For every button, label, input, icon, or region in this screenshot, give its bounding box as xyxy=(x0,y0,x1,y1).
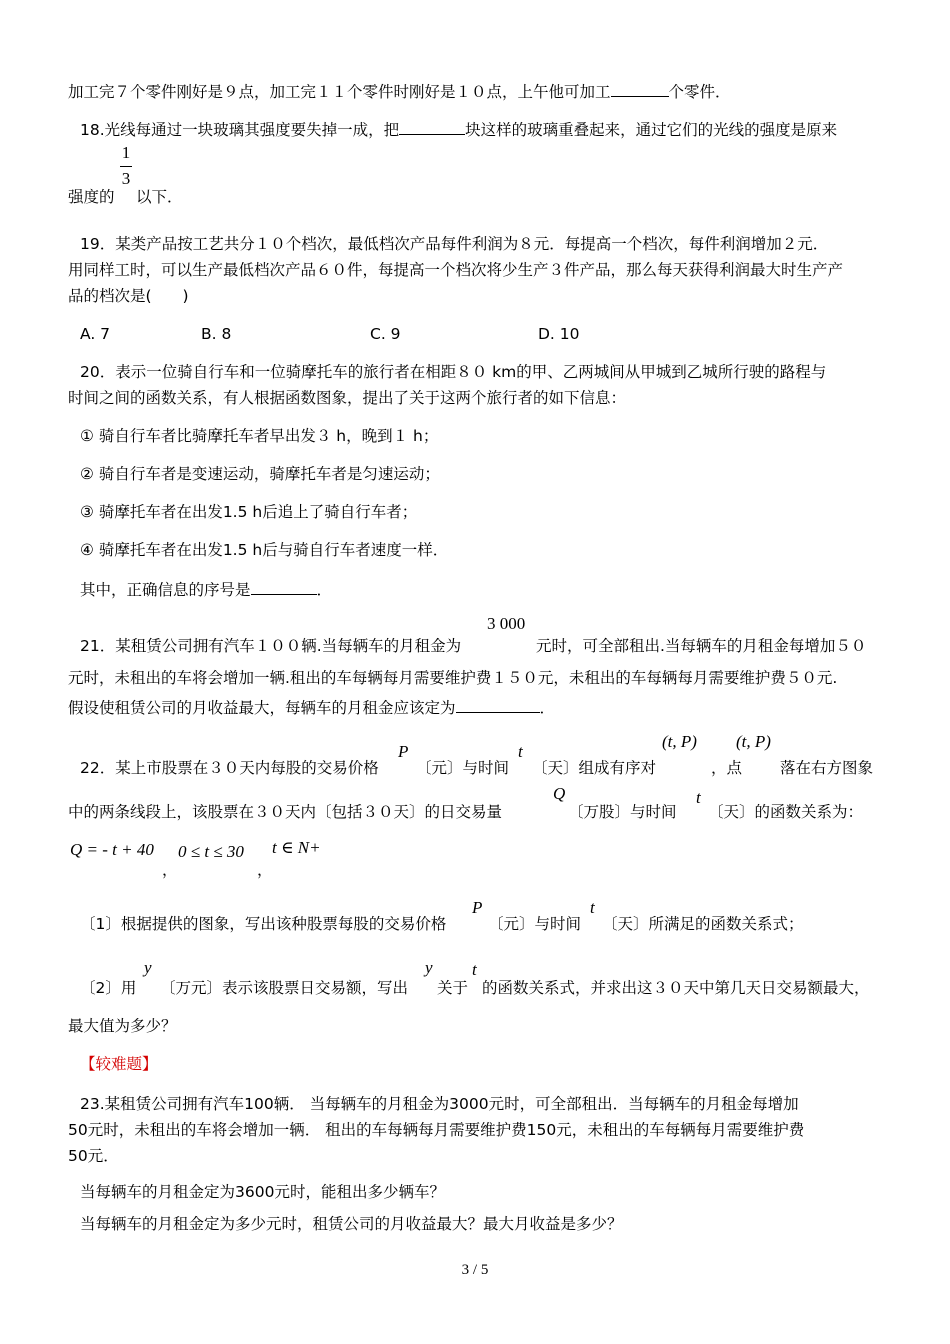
page-number: 3 / 5 xyxy=(461,1262,489,1278)
q22-math-t4: t xyxy=(472,960,477,979)
q23-sub1: 当每辆车的月租金定为3600元时，能租出多少辆车？ xyxy=(80,1183,445,1201)
q20-item-4: ④ 骑摩托车者在出发1.5 h后与骑自行车者速度一样． xyxy=(80,541,449,559)
q22-sub1c: 〔天〕所满足的函数关系式； xyxy=(602,915,804,933)
q23-line2: 50元时，未租出的车将会增加一辆． 租出的车每辆每月需要维护费150元，未租出的车每辆每月需要维护费 xyxy=(68,1121,805,1139)
q22-math-P3: P xyxy=(472,898,483,917)
q22-eq1: Q = - t + 40 xyxy=(70,840,154,859)
q22-sub2c: 关于 xyxy=(437,979,469,997)
q20-line2: 时间之间的函数关系，有人根据函数图象，提出了关于这两个旅行者的如下信息： xyxy=(68,389,627,407)
q19-option-c[interactable]: C. 9 xyxy=(370,325,401,343)
q20-item-2: ② 骑自行车者是变速运动，骑摩托车者是匀速运动； xyxy=(80,465,440,483)
q20-item-1: ① 骑自行车者比骑摩托车者早出发３ h，晚到１ h； xyxy=(80,427,439,445)
section-heading: 【较难题】 xyxy=(80,1055,158,1073)
q21-math: 3 000 xyxy=(487,614,526,633)
q17-line xyxy=(68,80,731,102)
q22-comma2: ， xyxy=(257,861,273,879)
q19-option-d[interactable]: D. 10 xyxy=(538,325,580,343)
q22-sub2e: 最大值为多少？ xyxy=(68,1017,177,1035)
q18-blank[interactable] xyxy=(399,118,465,135)
q21-line2: 元时，未租出的车将会增加一辆.租出的车每辆每月需要维护费１５０元，未租出的车每辆每月需要维护费５０元. xyxy=(68,669,838,687)
q19-option-b[interactable]: B. 8 xyxy=(201,325,232,343)
q18-line2b: 以下． xyxy=(136,188,183,206)
q20-tail-text: 其中，正确信息的序号是 xyxy=(80,581,251,599)
q22-comma1: ， xyxy=(162,861,178,879)
q22-math-t2: t xyxy=(696,788,701,807)
q22-line1b: 〔元〕与时间 xyxy=(416,759,510,777)
q18-frac-den: 3 xyxy=(121,169,131,188)
q17-text-end: 个零件． xyxy=(668,83,731,101)
q22-sub2a: 〔2〕用 xyxy=(80,979,137,997)
q21-line3 xyxy=(68,696,555,718)
q22-math-tP2: (t, P) xyxy=(736,732,771,751)
q19-line2: 用同样工时，可以生产最低档次产品６０件，每提高一个档次将少生产３件产品，那么每天获得利润最大时生产产 xyxy=(68,261,844,279)
q22-line1c: 〔天〕组成有序对 xyxy=(532,759,657,777)
q22-sub1a: 〔1〕根据提供的图象，写出该种股票每股的交易价格 xyxy=(80,915,447,933)
q22-math-t: t xyxy=(518,742,523,761)
q22-math-Q: Q xyxy=(553,784,566,803)
q18-line1 xyxy=(80,118,837,140)
q22-line2b: 〔万股〕与时间 xyxy=(568,803,677,821)
q22-math-y1: y xyxy=(144,958,152,977)
q23-line1: 23.某租赁公司拥有汽车100辆． 当每辆车的月租金为3000元时，可全部租出．当每辆车的月租金每增加 xyxy=(80,1095,799,1113)
q22-sub2d: 的函数关系式，并求出这３０天中第几天日交易额最大， xyxy=(482,979,870,997)
q21-line1a: 21．某租赁公司拥有汽车１００辆.当每辆车的月租金为 xyxy=(80,637,462,655)
q22-math-tP1: (t, P) xyxy=(662,732,697,751)
q22-line1d: ，点 xyxy=(711,759,743,777)
q22-math-t3: t xyxy=(590,898,595,917)
q22-line2a: 中的两条线段上，该股票在３０天内〔包括３０天〕的日交易量 xyxy=(68,803,503,821)
q22-sub1b: 〔元〕与时间 xyxy=(488,915,582,933)
q18-line2a: 强度的 xyxy=(68,188,115,206)
q18-frac-num: 1 xyxy=(121,143,131,162)
q20-line1: 20．表示一位骑自行车和一位骑摩托车的旅行者在相距８０ km的甲、乙两城间从甲城到乙城所行驶的路程与 xyxy=(80,363,827,381)
q21-line3-text: 假设使租赁公司的月收益最大，每辆车的月租金应该定为 xyxy=(68,699,456,717)
q17-blank[interactable] xyxy=(611,80,669,97)
q22-line1a: 22．某上市股票在３０天内每股的交易价格 xyxy=(80,759,379,777)
q22-line2c: 〔天〕的函数关系为： xyxy=(708,803,864,821)
q18-text: 18.光线每通过一块玻璃其强度要失掉一成，把 xyxy=(80,121,400,139)
q19-option-a[interactable]: A. 7 xyxy=(80,325,111,343)
q22-line1e: 落在右方图象 xyxy=(780,759,874,777)
q18-text-b: 块这样的玻璃重叠起来，通过它们的光线的强度是原来 xyxy=(465,121,838,139)
q20-blank[interactable] xyxy=(251,578,317,595)
q19-line3: 品的档次是( ) xyxy=(68,287,189,305)
q19-line1: 19．某类产品按工艺共分１０个档次，最低档次产品每件利润为８元．每提高一个档次，每件利润增加２元． xyxy=(80,235,829,253)
q23-line3: 50元． xyxy=(68,1147,119,1165)
q21-line1b: 元时，可全部租出.当每辆车的月租金每增加５０ xyxy=(536,637,867,655)
q22-sub2b: 〔万元〕表示该股票日交易额，写出 xyxy=(160,979,409,997)
q22-math-P: P xyxy=(398,742,409,761)
q21-blank[interactable] xyxy=(456,696,540,713)
q20-tail-end: ． xyxy=(316,581,333,599)
q22-eq2: 0 ≤ t ≤ 30 xyxy=(178,842,244,861)
q20-item-3: ③ 骑摩托车者在出发1.5 h后追上了骑自行车者； xyxy=(80,503,418,521)
q21-line3-end: ． xyxy=(539,699,556,717)
q23-sub2: 当每辆车的月租金定为多少元时，租赁公司的月收益最大？最大月收益是多少？ xyxy=(80,1215,623,1233)
q17-text: 加工完７个零件刚好是９点，加工完１１个零件时刚好是１０点，上午他可加工 xyxy=(68,83,611,101)
q22-math-y2: y xyxy=(425,958,433,977)
q20-tail xyxy=(80,578,332,600)
q18-frac-bar xyxy=(120,166,132,167)
q22-eq3: t ∈ N+ xyxy=(272,838,321,857)
